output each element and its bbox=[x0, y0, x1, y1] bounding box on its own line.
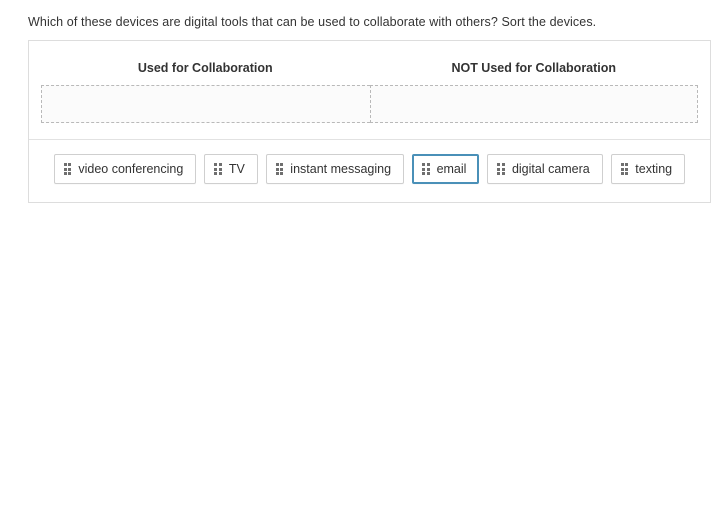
drag-handle-icon bbox=[214, 163, 222, 175]
draggable-token[interactable] bbox=[204, 154, 257, 184]
token-label: digital camera bbox=[511, 162, 590, 176]
drag-handle-icon bbox=[422, 163, 430, 175]
drag-handle-icon bbox=[64, 163, 72, 175]
bucket-not-used-for-collaboration bbox=[370, 53, 699, 123]
bucket-title-used: Used for Collaboration bbox=[137, 61, 273, 75]
question-prompt: Which of these devices are digital tools that can be used to collaborate with others? Sort the devices. bbox=[28, 15, 597, 29]
token-label: TV bbox=[228, 162, 245, 176]
bucket-row bbox=[29, 41, 710, 123]
token-label: instant messaging bbox=[290, 162, 392, 176]
draggable-token-selected[interactable] bbox=[412, 154, 479, 184]
token-label: texting bbox=[635, 162, 673, 176]
drag-handle-icon bbox=[497, 163, 505, 175]
token-label: video conferencing bbox=[78, 162, 184, 176]
bucket-title-not-used: NOT Used for Collaboration bbox=[451, 61, 617, 75]
token-label: email bbox=[436, 162, 467, 176]
draggable-token[interactable] bbox=[54, 154, 196, 184]
drag-handle-icon bbox=[276, 163, 284, 175]
token-tray bbox=[29, 139, 710, 202]
draggable-token[interactable] bbox=[266, 154, 404, 184]
dropzone-used-for-collaboration[interactable] bbox=[41, 85, 370, 123]
dropzone-not-used-for-collaboration[interactable] bbox=[370, 85, 699, 123]
drag-handle-icon bbox=[621, 163, 629, 175]
bucket-used-for-collaboration bbox=[41, 53, 370, 123]
draggable-token[interactable] bbox=[487, 154, 602, 184]
sorting-card bbox=[28, 40, 711, 203]
draggable-token[interactable] bbox=[611, 154, 685, 184]
